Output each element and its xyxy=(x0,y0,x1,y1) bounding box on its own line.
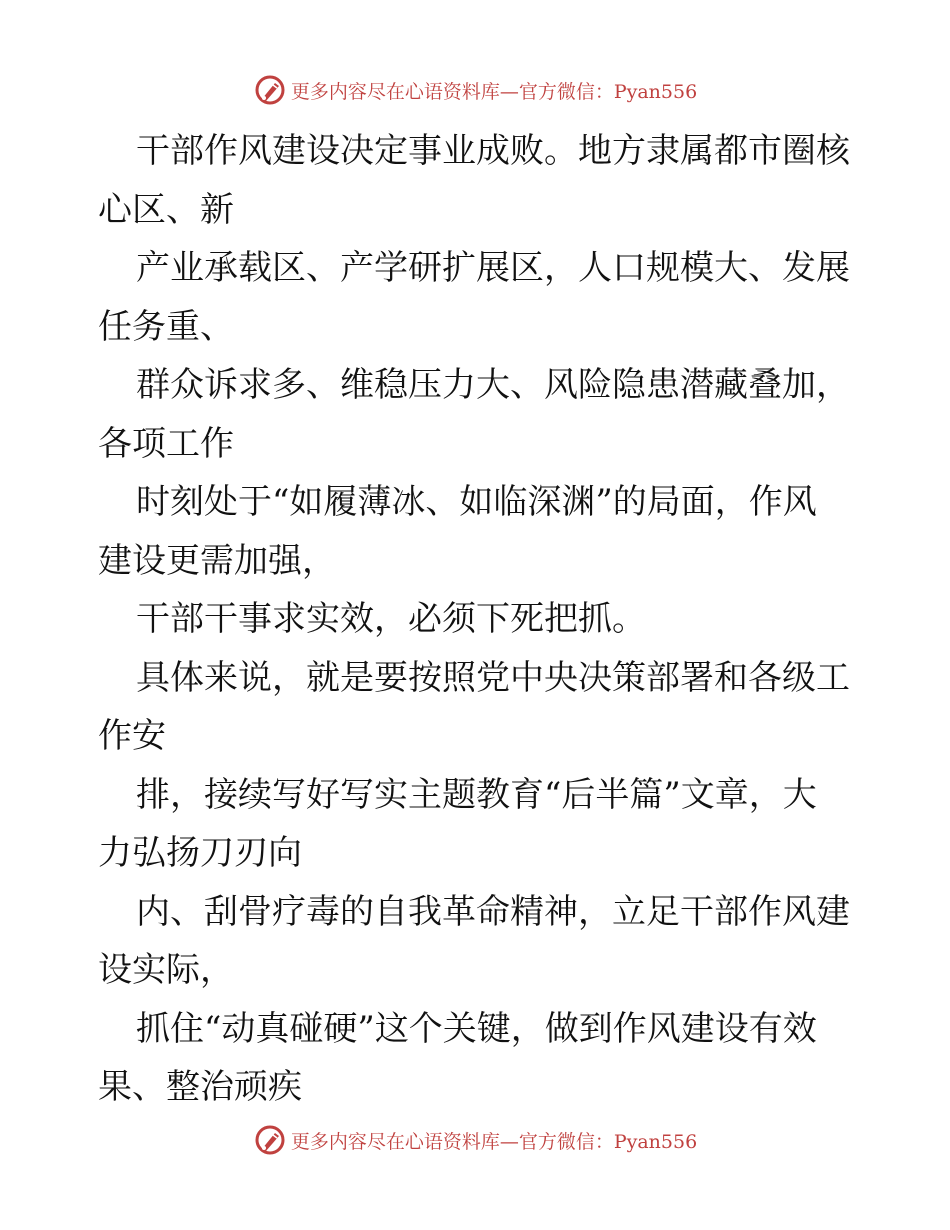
text-line: 作安 xyxy=(98,716,166,756)
text-line: 产业承载区、产学研扩展区，人口规模大、发展 xyxy=(136,248,850,288)
text-line: 各项工作 xyxy=(98,423,234,464)
text-line: 时刻处于“如履薄冰、如临深渊”的局面，作风 xyxy=(136,482,817,522)
pen-circle-logo-icon xyxy=(253,1123,287,1157)
text-line: 抓住“动真碰硬”这个关键，做到作风建设有效 xyxy=(136,1008,817,1049)
text-line: 干部作风建设决定事业成败。地方隶属都市圈核 xyxy=(136,131,850,171)
text-line: 果、整治顽疾 xyxy=(98,1067,302,1107)
header-watermark xyxy=(0,70,950,110)
text-line: 具体来说，就是要按照党中央决策部署和各级工 xyxy=(136,657,850,698)
text-line: 力弘扬刀刃向 xyxy=(98,833,302,873)
pen-circle-logo-icon xyxy=(253,73,287,107)
text-line: 建设更需加强， xyxy=(98,540,336,581)
text-line: 心区、新 xyxy=(98,189,234,230)
text-line: 排，接续写好写实主题教育“后半篇”文章，大 xyxy=(136,774,817,815)
watermark-text: 更多内容尽在心语资料库—官方微信：Pyan556 xyxy=(290,1130,698,1153)
watermark-text: 更多内容尽在心语资料库—官方微信：Pyan556 xyxy=(290,80,698,103)
text-line: 任务重、 xyxy=(98,306,234,347)
document-body xyxy=(98,122,858,1117)
text-line: 群众诉求多、维稳压力大、风险隐患潜藏叠加， xyxy=(136,365,850,405)
text-line: 内、刮骨疗毒的自我革命精神，立足干部作风建 xyxy=(136,891,850,932)
text-line: 干部干事求实效，必须下死把抓。 xyxy=(136,599,646,639)
text-line: 设实际， xyxy=(98,950,234,990)
footer-watermark xyxy=(0,1120,950,1160)
